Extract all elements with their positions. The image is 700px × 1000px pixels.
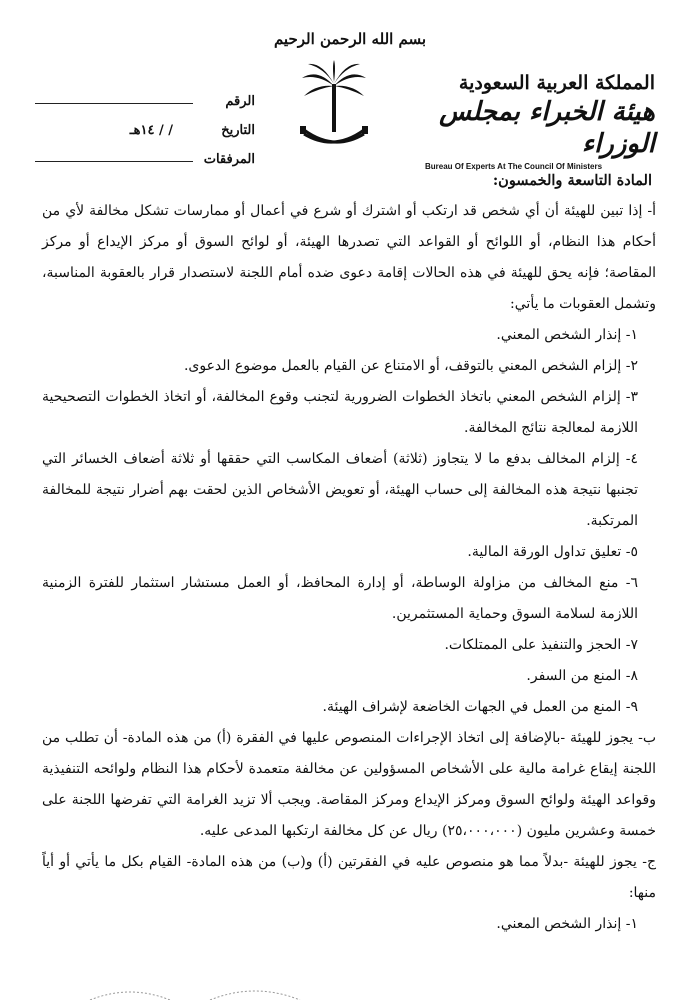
list-item: ٤- إلزام المخالف بدفع ما لا يتجاوز (ثلاثة) أضعاف المكاسب التي حققها أو ثلاثة أضعاف الخسائر التي تجنبها نتيجة هذه المخالفة إلى حساب الهيئة، أو تعويض الأشخاص الذين لحقت بهم أضرار نتيجة للمخالفة المرتكبة. [42,451,639,529]
bureau-name-english: Bureau Of Experts At The Council Of Ministers [425,162,603,171]
attachments-label: المرفقات [203,152,255,167]
ref-number-line [35,102,193,104]
article-body [42,166,656,940]
ref-number-row [35,80,255,109]
date-label: التاريخ [221,123,255,138]
list-item: ٥- تعليق تداول الورقة المالية. [467,544,638,560]
list-item: ٣- إلزام الشخص المعني باتخاذ الخطوات الضرورية لتجنب وقوع المخالفة، أو اتخاذ الخطوات التصحيحية اللازمة لمعالجة نتائج المخالفة. [42,389,638,436]
stamp-seals-icon [0,980,700,1000]
paragraph-a: أ- إذا تبين للهيئة أن أي شخص قد ارتكب أو اشترك أو شرع في أعمال أو ممارسات تشكل مخالفة لأي من أحكام هذا النظام، أو اللوائح أو القواعد التي تصدرها الهيئة، أو لوائح السوق أو مركز الإيداع أو مركز المقاصة؛ فإنه يحق للهيئة في هذه الحالات إقامة دعوى ضده أمام اللجنة لاستصدار قرار بالعقوبة المناسبة، وتشمل العقوبات ما يأتي: [42,203,656,312]
organization-header [425,72,655,171]
bureau-name-arabic: هيئة الخبراء بمجلس الوزراء [439,97,655,159]
date-row [35,109,255,138]
paragraph-c: ج- يجوز للهيئة -بدلاً مما هو منصوص عليه في الفقرتين (أ) و(ب) من هذه المادة- القيام بكل ما يأتي أو أياً منها: [42,854,656,901]
attachments-row [35,138,255,167]
list-item: ٧- الحجز والتنفيذ على الممتلكات. [444,637,638,653]
list-item: ٩- المنع من العمل في الجهات الخاضعة لإشراف الهيئة. [322,699,638,715]
date-value: / / ١٤هـ [129,123,173,138]
reference-fields [35,80,255,167]
basmala: بسم الله الرحمن الرحيم [273,30,427,48]
list-item: ١- إنذار الشخص المعني. [496,916,638,932]
article-title: المادة التاسعة والخمسون: [492,172,652,189]
saudi-emblem-icon [298,60,370,152]
attachments-line [35,160,193,162]
ref-number-label: الرقم [225,94,255,109]
list-item: ١- إنذار الشخص المعني. [496,327,638,343]
kingdom-name: المملكة العربية السعودية [458,72,655,94]
list-item: ٢- إلزام الشخص المعني بالتوقف، أو الامتناع عن القيام بالعمل موضوع الدعوى. [183,358,638,374]
list-item: ٦- منع المخالف من مزاولة الوساطة، أو إدارة المحافظ، أو العمل مستشار استثمار للفترة الزمنية اللازمة لسلامة السوق وحماية المستثمرين. [42,575,638,622]
list-item: ٨- المنع من السفر. [526,668,638,684]
paragraph-b: ب- يجوز للهيئة -بالإضافة إلى اتخاذ الإجراءات المنصوص عليها في الفقرة (أ) من هذه المادة- أن تطلب من اللجنة إيقاع غرامة مالية على الأشخاص المسؤولين عن مخالفة متعمدة لأحكام هذا النظام ولوائحه التنفيذية وقواعد الهيئة ولوائح السوق ومركز الإيداع ومركز المقاصة. ويجب ألا تزيد الغرامة التي تفرضها اللجنة على خمسة وعشرين مليون (٢٥،٠٠٠،٠٠٠) ريال عن كل مخالفة ارتكبها المدعى عليه. [42,730,656,839]
